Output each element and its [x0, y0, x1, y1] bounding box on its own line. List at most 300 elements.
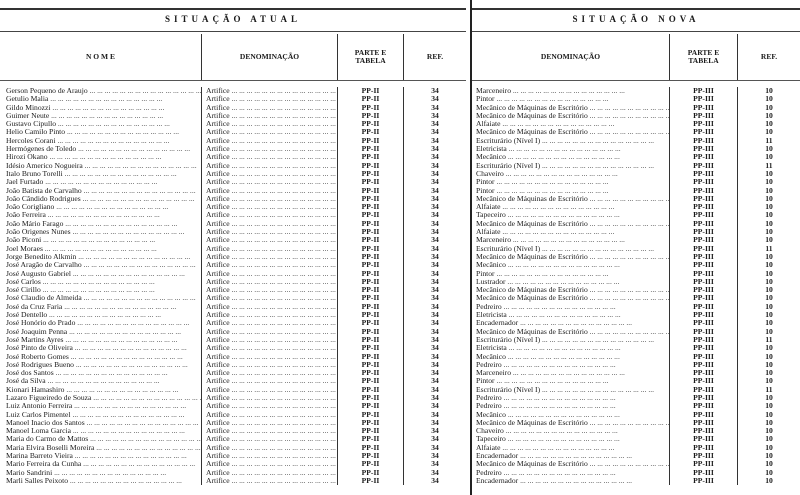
ref-cell: 34 — [431, 410, 439, 419]
denominacao-cell: Artifice ... . — [202, 452, 338, 460]
parte-cell: PP-II — [338, 162, 404, 170]
table-row — [472, 353, 800, 361]
name-cell: João Ferreira ... . — [0, 211, 202, 219]
nova-denominacao-cell: Alfaiate ... . — [472, 444, 670, 452]
denominacao-cell: Artifice ... . — [202, 153, 338, 161]
parte-cell: PP-II — [338, 220, 404, 228]
table-row — [0, 137, 466, 145]
name-cell: Joel Moraes ... . — [0, 245, 202, 253]
situacao-nova-section — [470, 0, 800, 495]
table-row — [0, 120, 466, 128]
nova-ref-cell: 10 — [765, 95, 773, 104]
table-row — [0, 195, 466, 203]
denominacao-cell: Artifice ... . — [202, 95, 338, 103]
name-cell: José Dentello ... . — [0, 311, 202, 319]
nova-denominacao-cell: Mecânico de Máquinas de Escritório ... . — [472, 104, 670, 112]
section-title: SITUAÇÃO NOVA — [572, 14, 700, 24]
denominacao-cell: Artifice ... . — [202, 253, 338, 261]
denominacao-cell: Artifice ... . — [202, 195, 338, 203]
table-row — [472, 211, 800, 219]
nova-ref-cell: 10 — [765, 468, 773, 477]
nova-denominacao-cell: Mecânico de Máquinas de Escritório ... . — [472, 419, 670, 427]
nova-denominacao-cell: Marceneiro ... . — [472, 87, 670, 95]
nova-denominacao-cell: Mecânico de Máquinas de Escritório ... . — [472, 286, 670, 294]
nova-denominacao-cell: Alfaiate ... . — [472, 203, 670, 211]
table-row — [472, 402, 800, 410]
table-row — [0, 104, 466, 112]
nova-ref-cell: 10 — [765, 228, 773, 237]
ref-cell: 34 — [431, 377, 439, 386]
name-cell: Gustavo Cipullo ... . — [0, 120, 202, 128]
ref-cell: 34 — [431, 252, 439, 261]
nova-denominacao-cell: Pedreiro ... . — [472, 394, 670, 402]
nova-parte-cell: PP-III — [670, 336, 738, 344]
nova-denominacao-cell: Pedreiro ... . — [472, 361, 670, 369]
name-cell: Helio Camilo Pinto ... . — [0, 128, 202, 136]
denominacao-cell: Artifice ... . — [202, 104, 338, 112]
table-row — [0, 460, 466, 468]
nova-ref-cell: 11 — [765, 136, 773, 145]
nova-ref-cell: 10 — [765, 452, 773, 461]
denominacao-cell: Artifice ... . — [202, 211, 338, 219]
parte-cell: PP-II — [338, 245, 404, 253]
denominacao-cell: Artifice ... . — [202, 87, 338, 95]
denominacao-cell: Artifice ... . — [202, 394, 338, 402]
name-cell: Hermógenes de Toledo ... . — [0, 145, 202, 153]
table-row — [472, 294, 800, 302]
nova-ref-cell: 10 — [765, 145, 773, 154]
denominacao-cell: Artifice ... . — [202, 377, 338, 385]
nova-ref-cell: 10 — [765, 178, 773, 187]
nova-ref-cell: 10 — [765, 277, 773, 286]
ref-cell: 34 — [431, 261, 439, 270]
table-row — [472, 336, 800, 344]
name-cell: Gerson Pequeno de Araujo ... . — [0, 87, 202, 95]
name-cell: Getulio Malia ... . — [0, 95, 202, 103]
table-row — [472, 477, 800, 485]
parte-cell: PP-II — [338, 195, 404, 203]
nova-denominacao-cell: Mecânico ... . — [472, 353, 670, 361]
nova-denominacao-cell: Pedreiro ... . — [472, 469, 670, 477]
ref-cell: 34 — [431, 427, 439, 436]
table-row — [472, 245, 800, 253]
nova-denominacao-cell: Alfaiate ... . — [472, 120, 670, 128]
name-cell: João Cândido Rodrigues ... . — [0, 195, 202, 203]
parte-cell: PP-II — [338, 377, 404, 385]
nova-parte-cell: PP-III — [670, 402, 738, 410]
name-cell: Guimer Neute ... . — [0, 112, 202, 120]
ref-cell: 34 — [431, 286, 439, 295]
divider — [472, 31, 800, 32]
parte-cell: PP-II — [338, 104, 404, 112]
nova-ref-cell: 10 — [765, 203, 773, 212]
nova-ref-cell: 11 — [765, 335, 773, 344]
nova-parte-cell: PP-III — [670, 419, 738, 427]
name-cell: Kionari Hamashiro ... . — [0, 386, 202, 394]
parte-cell: PP-II — [338, 112, 404, 120]
nova-parte-cell: PP-III — [670, 145, 738, 153]
table-row — [472, 377, 800, 385]
name-cell: José Carlos ... . — [0, 278, 202, 286]
header-denominacao: DENOMINAÇÃO — [202, 34, 338, 80]
denominacao-cell: Artifice ... . — [202, 120, 338, 128]
nova-parte-cell: PP-III — [670, 153, 738, 161]
ref-cell: 34 — [431, 294, 439, 303]
denominacao-cell: Artifice ... . — [202, 336, 338, 344]
name-cell: Gildo Minozzi ... . — [0, 104, 202, 112]
table-row — [472, 303, 800, 311]
parte-cell: PP-II — [338, 328, 404, 336]
name-cell: Jorge Benedito Alkmin ... . — [0, 253, 202, 261]
table-row — [0, 303, 466, 311]
ref-cell: 34 — [431, 186, 439, 195]
ref-cell: 34 — [431, 443, 439, 452]
denominacao-cell: Artifice ... . — [202, 402, 338, 410]
nova-ref-cell: 10 — [765, 302, 773, 311]
table-row — [0, 411, 466, 419]
table-row — [472, 286, 800, 294]
nova-ref-cell: 10 — [765, 476, 773, 485]
nova-denominacao-cell: Mecânico de Máquinas de Escritório ... . — [472, 460, 670, 468]
table-row — [0, 245, 466, 253]
table-row — [0, 294, 466, 302]
parte-cell: PP-II — [338, 411, 404, 419]
name-cell: João Piconi ... . — [0, 236, 202, 244]
nova-parte-cell: PP-III — [670, 178, 738, 186]
table-row — [0, 261, 466, 269]
name-cell: João Batista de Carvalho ... . — [0, 187, 202, 195]
denominacao-cell: Artifice ... . — [202, 261, 338, 269]
nova-ref-cell: 10 — [765, 427, 773, 436]
name-cell: Hercoles Corani ... . — [0, 137, 202, 145]
nova-parte-cell: PP-III — [670, 278, 738, 286]
name-cell: Manoel Inacio dos Santos ... . — [0, 419, 202, 427]
nova-denominacao-cell: Tapeceiro ... . — [472, 435, 670, 443]
ref-cell: 34 — [431, 435, 439, 444]
parte-cell: PP-II — [338, 87, 404, 95]
denominacao-cell: Artifice ... . — [202, 311, 338, 319]
table-row — [0, 319, 466, 327]
nova-parte-cell: PP-III — [670, 311, 738, 319]
table-body-nova — [472, 87, 800, 485]
nova-ref-cell: 10 — [765, 319, 773, 328]
table-row — [0, 328, 466, 336]
table-row — [472, 386, 800, 394]
ref-cell: 34 — [431, 476, 439, 485]
parte-cell: PP-II — [338, 261, 404, 269]
nova-ref-cell: 10 — [765, 111, 773, 120]
nova-ref-cell: 10 — [765, 103, 773, 112]
ref-cell: 34 — [431, 369, 439, 378]
name-cell: Maria Elvira Boselli Moreira ... . — [0, 444, 202, 452]
nova-ref-cell: 10 — [765, 219, 773, 228]
denominacao-cell: Artifice ... . — [202, 444, 338, 452]
denominacao-cell: Artifice ... . — [202, 228, 338, 236]
name-cell: José Rodrigues Bueno ... . — [0, 361, 202, 369]
parte-cell: PP-II — [338, 419, 404, 427]
name-cell: Idésio Americo Nogueira ... . — [0, 162, 202, 170]
denominacao-cell: Artifice ... . — [202, 203, 338, 211]
nova-parte-cell: PP-III — [670, 344, 738, 352]
nova-parte-cell: PP-III — [670, 328, 738, 336]
denominacao-cell: Artifice ... . — [202, 270, 338, 278]
table-row — [472, 270, 800, 278]
nova-denominacao-cell: Mecânico de Máquinas de Escritório ... . — [472, 294, 670, 302]
name-cell: Luiz Antonio Ferreira ... . — [0, 402, 202, 410]
name-cell: José Honório do Prado ... . — [0, 319, 202, 327]
ref-cell: 34 — [431, 169, 439, 178]
nova-parte-cell: PP-III — [670, 319, 738, 327]
table-row — [472, 153, 800, 161]
ref-cell: 34 — [431, 319, 439, 328]
nova-denominacao-cell: Pintor ... . — [472, 270, 670, 278]
nova-ref-cell: 11 — [765, 161, 773, 170]
parte-cell: PP-II — [338, 253, 404, 261]
table-row — [0, 228, 466, 236]
name-cell: João Origenes Nunes ... . — [0, 228, 202, 236]
denominacao-cell: Artifice ... . — [202, 245, 338, 253]
denominacao-cell: Artifice ... . — [202, 170, 338, 178]
nova-parte-cell: PP-III — [670, 460, 738, 468]
denominacao-cell: Artifice ... . — [202, 319, 338, 327]
nova-parte-cell: PP-III — [670, 394, 738, 402]
nova-parte-cell: PP-III — [670, 477, 738, 485]
header-denominacao: DENOMINAÇÃO — [472, 34, 670, 80]
nova-denominacao-cell: Marceneiro ... . — [472, 236, 670, 244]
ref-cell: 34 — [431, 269, 439, 278]
table-row — [472, 112, 800, 120]
parte-cell: PP-II — [338, 95, 404, 103]
table-row — [472, 344, 800, 352]
nova-ref-cell: 10 — [765, 327, 773, 336]
table-row — [0, 419, 466, 427]
nova-ref-cell: 10 — [765, 360, 773, 369]
nova-parte-cell: PP-III — [670, 211, 738, 219]
nova-parte-cell: PP-III — [670, 427, 738, 435]
nova-ref-cell: 10 — [765, 402, 773, 411]
nova-parte-cell: PP-III — [670, 195, 738, 203]
ref-cell: 34 — [431, 335, 439, 344]
nova-parte-cell: PP-III — [670, 112, 738, 120]
parte-cell: PP-II — [338, 286, 404, 294]
table-row — [472, 228, 800, 236]
nova-denominacao-cell: Chaveiro ... . — [472, 170, 670, 178]
table-row — [472, 203, 800, 211]
parte-cell: PP-II — [338, 311, 404, 319]
table-row — [0, 469, 466, 477]
denominacao-cell: Artifice ... . — [202, 411, 338, 419]
nova-ref-cell: 10 — [765, 87, 773, 95]
nova-parte-cell: PP-III — [670, 120, 738, 128]
header-nome: N O M E — [0, 34, 202, 80]
nova-parte-cell: PP-III — [670, 87, 738, 95]
table-row — [0, 203, 466, 211]
nova-ref-cell: 10 — [765, 169, 773, 178]
ref-cell: 34 — [431, 302, 439, 311]
ref-cell: 34 — [431, 211, 439, 220]
denominacao-cell: Artifice ... . — [202, 178, 338, 186]
nova-ref-cell: 10 — [765, 410, 773, 419]
table-row — [472, 261, 800, 269]
nova-denominacao-cell: Pintor ... . — [472, 377, 670, 385]
table-row — [0, 361, 466, 369]
denominacao-cell: Artifice ... . — [202, 419, 338, 427]
name-cell: Italo Bruno Torelli ... . — [0, 170, 202, 178]
name-cell: Manoel Loma Garcia ... . — [0, 427, 202, 435]
parte-cell: PP-II — [338, 336, 404, 344]
nova-parte-cell: PP-III — [670, 236, 738, 244]
name-cell: Hirozi Okano ... . — [0, 153, 202, 161]
name-cell: José Martins Ayres ... . — [0, 336, 202, 344]
table-row — [0, 178, 466, 186]
ref-cell: 34 — [431, 468, 439, 477]
denominacao-cell: Artifice ... . — [202, 435, 338, 443]
name-cell: José Roberto Gomes ... . — [0, 353, 202, 361]
nova-parte-cell: PP-III — [670, 187, 738, 195]
table-row — [0, 435, 466, 443]
nova-denominacao-cell: Mecânico de Máquinas de Escritório ... . — [472, 328, 670, 336]
parte-cell: PP-II — [338, 303, 404, 311]
nova-denominacao-cell: Mecânico ... . — [472, 153, 670, 161]
nova-parte-cell: PP-III — [670, 137, 738, 145]
parte-cell: PP-II — [338, 178, 404, 186]
table-row — [0, 444, 466, 452]
table-row — [0, 427, 466, 435]
header-parte-tabela: PARTE E TABELA — [338, 34, 404, 80]
table-row — [0, 286, 466, 294]
nova-parte-cell: PP-III — [670, 220, 738, 228]
nova-parte-cell: PP-III — [670, 303, 738, 311]
table-row — [0, 452, 466, 460]
ref-cell: 34 — [431, 95, 439, 104]
table-row — [0, 112, 466, 120]
nova-denominacao-cell: Eletricista ... . — [472, 311, 670, 319]
nova-parte-cell: PP-III — [670, 95, 738, 103]
nova-ref-cell: 10 — [765, 261, 773, 270]
name-cell: Marina Barreto Vieira ... . — [0, 452, 202, 460]
table-row — [0, 236, 466, 244]
parte-cell: PP-II — [338, 203, 404, 211]
nova-parte-cell: PP-III — [670, 162, 738, 170]
table-row — [472, 427, 800, 435]
table-row — [472, 435, 800, 443]
table-row — [0, 153, 466, 161]
table-row — [472, 444, 800, 452]
parte-cell: PP-II — [338, 361, 404, 369]
ref-cell: 34 — [431, 103, 439, 112]
ref-cell: 34 — [431, 236, 439, 245]
nova-ref-cell: 10 — [765, 344, 773, 353]
parte-cell: PP-II — [338, 394, 404, 402]
table-row — [0, 377, 466, 385]
parte-cell: PP-II — [338, 477, 404, 485]
table-row — [472, 361, 800, 369]
nova-ref-cell: 10 — [765, 186, 773, 195]
table-row — [472, 187, 800, 195]
nova-denominacao-cell: Mecânico ... . — [472, 411, 670, 419]
table-row — [472, 120, 800, 128]
ref-cell: 34 — [431, 161, 439, 170]
table-row — [472, 394, 800, 402]
ref-cell: 34 — [431, 203, 439, 212]
table-row — [0, 220, 466, 228]
nova-denominacao-cell: Pintor ... . — [472, 178, 670, 186]
parte-cell: PP-II — [338, 427, 404, 435]
ref-cell: 34 — [431, 219, 439, 228]
nova-parte-cell: PP-III — [670, 294, 738, 302]
table-row — [472, 162, 800, 170]
nova-denominacao-cell: Pintor ... . — [472, 95, 670, 103]
nova-ref-cell: 10 — [765, 393, 773, 402]
nova-denominacao-cell: Escriturário (Nível I) ... . — [472, 137, 670, 145]
nova-ref-cell: 10 — [765, 128, 773, 137]
parte-cell: PP-II — [338, 319, 404, 327]
table-row — [472, 145, 800, 153]
nova-denominacao-cell: Pedreiro ... . — [472, 303, 670, 311]
ref-cell: 34 — [431, 327, 439, 336]
parte-cell: PP-II — [338, 236, 404, 244]
table-row — [472, 236, 800, 244]
parte-cell: PP-II — [338, 469, 404, 477]
denominacao-cell: Artifice ... . — [202, 112, 338, 120]
name-cell: José Cirillo ... . — [0, 286, 202, 294]
nova-denominacao-cell: Mecânico ... . — [472, 261, 670, 269]
denominacao-cell: Artifice ... . — [202, 369, 338, 377]
nova-parte-cell: PP-III — [670, 203, 738, 211]
denominacao-cell: Artifice ... . — [202, 353, 338, 361]
nova-ref-cell: 10 — [765, 311, 773, 320]
nova-parte-cell: PP-III — [670, 377, 738, 385]
name-cell: Mario Sandrini ... . — [0, 469, 202, 477]
denominacao-cell: Artifice ... . — [202, 294, 338, 302]
nova-parte-cell: PP-III — [670, 104, 738, 112]
denominacao-cell: Artifice ... . — [202, 137, 338, 145]
name-cell: Luiz Carlos Pimentel ... . — [0, 411, 202, 419]
table-row — [472, 170, 800, 178]
nova-denominacao-cell: Escriturário (Nível I) ... . — [472, 386, 670, 394]
name-cell: João Corigliano ... . — [0, 203, 202, 211]
table-row — [472, 311, 800, 319]
ref-cell: 34 — [431, 418, 439, 427]
parte-cell: PP-II — [338, 211, 404, 219]
table-row — [472, 195, 800, 203]
ref-cell: 34 — [431, 128, 439, 137]
name-cell: José da Cruz Faria ... . — [0, 303, 202, 311]
ref-cell: 34 — [431, 277, 439, 286]
nova-parte-cell: PP-III — [670, 386, 738, 394]
parte-cell: PP-II — [338, 145, 404, 153]
table-row — [472, 137, 800, 145]
nova-ref-cell: 10 — [765, 435, 773, 444]
parte-cell: PP-II — [338, 353, 404, 361]
nova-denominacao-cell: Encadernador ... . — [472, 452, 670, 460]
denominacao-cell: Artifice ... . — [202, 278, 338, 286]
nova-parte-cell: PP-III — [670, 270, 738, 278]
nova-ref-cell: 10 — [765, 460, 773, 469]
nova-parte-cell: PP-III — [670, 469, 738, 477]
ref-cell: 34 — [431, 153, 439, 162]
table-row — [0, 353, 466, 361]
table-row — [0, 128, 466, 136]
name-cell: José Augusto Gabriel ... . — [0, 270, 202, 278]
nova-denominacao-cell: Escriturário (Nível I) ... . — [472, 162, 670, 170]
parte-cell: PP-II — [338, 228, 404, 236]
table-row — [0, 145, 466, 153]
denominacao-cell: Artifice ... . — [202, 427, 338, 435]
table-row — [472, 95, 800, 103]
ref-cell: 34 — [431, 145, 439, 154]
nova-parte-cell: PP-III — [670, 369, 738, 377]
